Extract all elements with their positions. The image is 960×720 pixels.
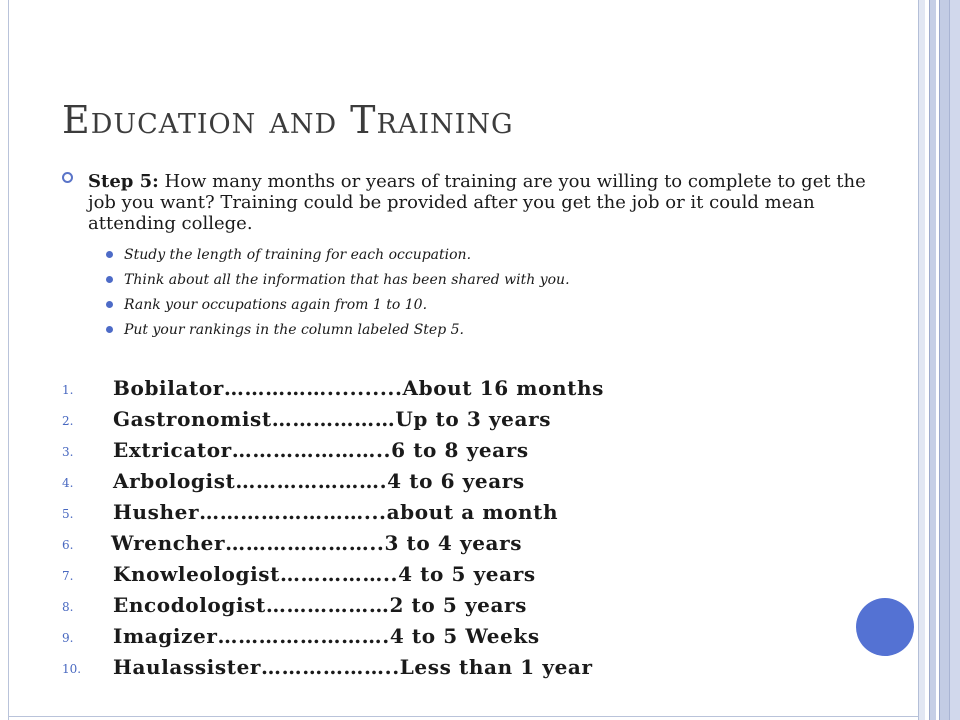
occupation-number: 9. <box>62 631 74 645</box>
occupation-text: Gastronomist………………Up to 3 years <box>113 407 552 431</box>
occupation-text: Husher……………………...about a month <box>113 500 559 524</box>
step-text: How many months or years of training are you willing to complete to get the job you want? Training could be provided after you get the job or it could mean attending college. <box>88 171 866 234</box>
occupation-number: 1. <box>62 383 74 397</box>
decorative-stripe <box>918 0 925 720</box>
occupation-text: Extricator…………………..6 to 8 years <box>113 438 529 462</box>
occupation-number: 3. <box>62 445 74 459</box>
sub-bullet-item <box>104 271 570 296</box>
step-paragraph <box>88 171 898 234</box>
step-label: Step 5: <box>88 171 159 192</box>
occupation-text: Bobilator……………..........About 16 months <box>113 376 604 400</box>
bullet-dot-icon <box>106 276 113 283</box>
decorative-stripe <box>929 0 936 720</box>
decorative-stripe <box>939 0 949 720</box>
sub-bullet-text: Study the length of training for each occupation. <box>124 247 472 263</box>
occupation-number: 10. <box>62 662 82 676</box>
occupation-text: Encodologist………………2 to 5 years <box>113 593 528 617</box>
bullet-dot-icon <box>106 326 113 333</box>
occupation-number: 4. <box>62 476 74 490</box>
decorative-stripe <box>949 0 960 720</box>
slide-title: Education and Training <box>62 98 514 142</box>
ring-bullet-icon <box>62 172 73 183</box>
occupation-number: 2. <box>62 414 74 428</box>
slide-frame-left <box>8 0 9 720</box>
occupation-number: 5. <box>62 507 74 521</box>
occupation-text: Arbologist………………….4 to 6 years <box>113 469 525 493</box>
slide-frame-bottom <box>8 716 920 717</box>
occupation-number: 7. <box>62 569 74 583</box>
bullet-dot-icon <box>106 251 113 258</box>
occupation-text: Knowleologist……………..4 to 5 years <box>113 562 536 586</box>
sub-bullet-text: Think about all the information that has been shared with you. <box>124 272 570 288</box>
occupation-text: Imagizer…………………….4 to 5 Weeks <box>113 624 540 648</box>
bullet-dot-icon <box>106 301 113 308</box>
occupation-text: Haulassister………………..Less than 1 year <box>113 655 593 679</box>
sub-bullet-item <box>104 296 570 321</box>
sub-bullet-item <box>104 246 570 271</box>
sub-bullet-text: Rank your occupations again from 1 to 10. <box>124 297 428 313</box>
decorative-circle <box>856 598 914 656</box>
sub-bullet-list <box>104 246 570 346</box>
sub-bullet-item <box>104 321 570 346</box>
occupation-number: 8. <box>62 600 74 614</box>
occupation-text: Wrencher…………………..3 to 4 years <box>111 531 523 555</box>
sub-bullet-text: Put your rankings in the column labeled Step 5. <box>124 322 464 338</box>
occupation-number: 6. <box>62 538 74 552</box>
